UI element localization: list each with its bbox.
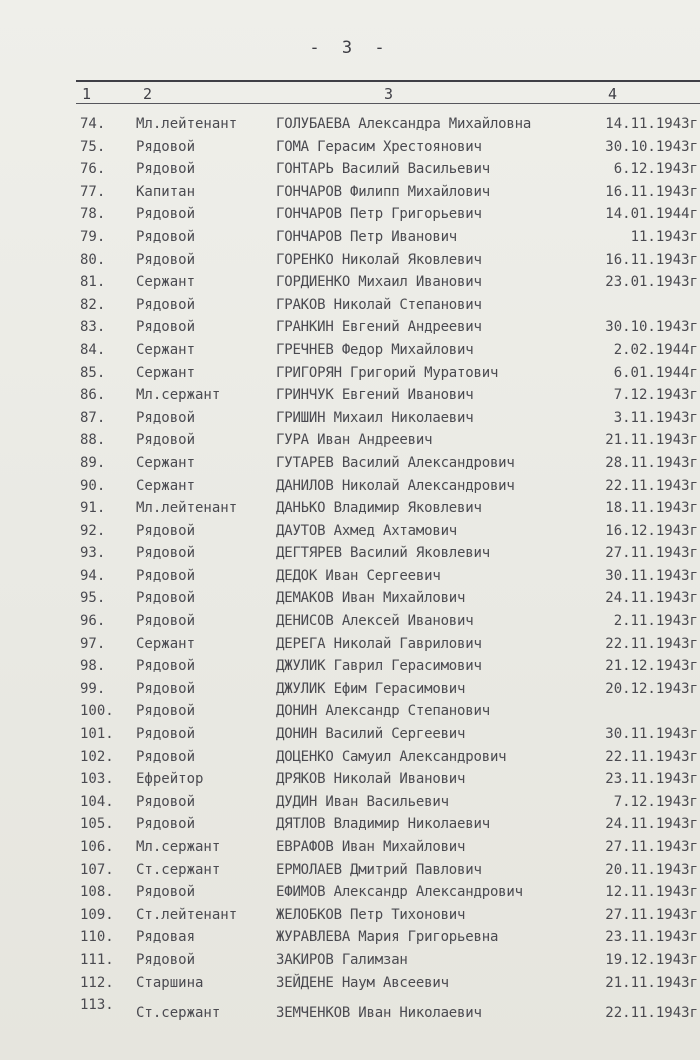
row-name: ГОЛУБАЕВА Александра Михайловна [276, 116, 532, 132]
row-date: 27.11.1943г [605, 545, 698, 562]
row-name: ГОНЧАРОВ Филипп Михайлович [276, 183, 490, 200]
row-date: 30.11.1943г [605, 726, 698, 743]
row-rank: Мл.лейтенант [136, 116, 238, 132]
row-name: ГОРЕНКО Николай Яковлевич [276, 251, 482, 268]
row-date: 16.11.1943г [605, 251, 698, 268]
row-rank: Рядовой [136, 658, 196, 675]
row-rank: Ст.сержант [136, 1005, 221, 1022]
row-name: ГУРА Иван Андреевич [276, 432, 433, 449]
row-number: 104. [80, 793, 114, 810]
row-rank: Рядовой [136, 703, 196, 720]
row-number: 102. [80, 748, 114, 765]
row-rank: Сержант [136, 341, 196, 358]
row-name: ДАНИЛОВ Николай Александрович [276, 477, 515, 494]
row-name: ДЯТЛОВ Владимир Николаевич [276, 816, 490, 833]
row-number: 108. [80, 884, 114, 901]
row-number: 111. [80, 951, 114, 968]
row-number: 82. [80, 296, 106, 313]
row-rank: Рядовой [136, 228, 196, 245]
row-rank: Рядовой [136, 206, 196, 223]
row-date: 21.11.1943г [605, 432, 698, 449]
row-name: ГОНЧАРОВ Петр Иванович [276, 228, 458, 245]
row-number: 75. [80, 138, 106, 155]
row-date: 30.10.1943г [605, 138, 698, 155]
row-rank: Рядовой [136, 567, 196, 584]
row-date: 3.11.1943г [613, 409, 698, 426]
row-date: 22.11.1943г [605, 635, 698, 652]
row-name: ГРИГОРЯН Григорий Муратович [276, 364, 499, 381]
table-row [0, 746, 700, 769]
row-name: ЗАКИРОВ Галимзан [276, 951, 408, 968]
row-name: ЖУРАВЛЕВА Мария Григорьевна [276, 929, 499, 946]
row-date: 12.11.1943г [605, 884, 698, 901]
table-row [0, 226, 700, 249]
table-row [0, 249, 700, 272]
row-rank: Рядовой [136, 951, 196, 968]
table-row [0, 475, 700, 498]
row-date: 2.02.1944г [613, 341, 698, 358]
table-row [0, 407, 700, 430]
row-rank: Капитан [136, 183, 196, 200]
row-name: ЖЕЛОБКОВ Петр Тихонович [276, 906, 466, 923]
row-name: ЕРМОЛАЕВ Дмитрий Павлович [276, 861, 482, 878]
row-number: 103. [80, 771, 114, 788]
row-date: 22.11.1943г [605, 477, 698, 494]
row-number: 91. [80, 500, 106, 517]
row-name: ДОЦЕНКО Самуил Александрович [276, 748, 507, 765]
row-rank: Сержант [136, 274, 196, 291]
table-row [0, 497, 700, 520]
row-rank: Рядовой [136, 319, 196, 336]
table-row [0, 994, 700, 1034]
table-row [0, 271, 700, 294]
row-rank: Рядовой [136, 296, 196, 313]
table-row [0, 881, 700, 904]
row-number: 94. [80, 567, 106, 584]
row-name: ГРАКОВ Николай Степанович [276, 296, 482, 313]
table-row [0, 294, 700, 317]
row-date: 7.12.1943г [613, 387, 698, 404]
table-row [0, 926, 700, 949]
row-number: 79. [80, 228, 106, 245]
row-rank: Сержант [136, 364, 196, 381]
row-rank: Рядовой [136, 432, 196, 449]
row-number: 109. [80, 906, 114, 923]
row-date: 18.11.1943г [605, 500, 698, 517]
row-name: ЕФИМОВ Александр Александрович [276, 884, 523, 901]
page-number: - 3 - [309, 38, 391, 58]
row-date: 20.11.1943г [605, 861, 698, 878]
row-rank: Ст.лейтенант [136, 906, 238, 923]
row-name: ГОМА Герасим Хрестоянович [276, 138, 482, 155]
row-name: ДЕНИСОВ Алексей Иванович [276, 613, 474, 630]
row-rank: Рядовой [136, 522, 196, 539]
row-name: ГОРДИЕНКО Михаил Иванович [276, 274, 482, 291]
row-name: ГРАНКИН Евгений Андреевич [276, 319, 482, 336]
table-row [0, 203, 700, 226]
row-number: 84. [80, 341, 106, 358]
row-rank: Рядовой [136, 138, 196, 155]
row-rank: Рядовой [136, 613, 196, 630]
column-header-3: 3 [384, 85, 394, 103]
row-date: 21.11.1943г [605, 974, 698, 991]
row-date: 14.11.1943г [605, 116, 698, 132]
row-date: 2.11.1943г [613, 613, 698, 630]
table-row [0, 904, 700, 927]
row-rank: Рядовой [136, 680, 196, 697]
column-header-4: 4 [608, 85, 618, 103]
table-row [0, 542, 700, 565]
row-rank: Мл.лейтенант [136, 500, 238, 517]
table-row [0, 723, 700, 746]
row-number: 95. [80, 590, 106, 607]
row-rank: Рядовой [136, 251, 196, 268]
row-number: 85. [80, 364, 106, 381]
row-number: 96. [80, 613, 106, 630]
row-rank: Рядовой [136, 726, 196, 743]
row-number: 97. [80, 635, 106, 652]
row-date: 21.12.1943г [605, 658, 698, 675]
row-number: 110. [80, 929, 114, 946]
row-name: ДЕГТЯРЕВ Василий Яковлевич [276, 545, 490, 562]
row-date: 28.11.1943г [605, 454, 698, 471]
table-row [0, 678, 700, 701]
row-number: 101. [80, 726, 114, 743]
row-rank: Старшина [136, 974, 204, 991]
row-number: 93. [80, 545, 106, 562]
row-rank: Ефрейтор [136, 771, 204, 788]
row-rank: Рядовой [136, 884, 196, 901]
table-row [0, 384, 700, 407]
table-row [0, 113, 700, 136]
row-rank: Рядовой [136, 748, 196, 765]
column-header-2: 2 [143, 85, 153, 103]
table-row [0, 791, 700, 814]
row-number: 92. [80, 522, 106, 539]
row-name: ГРИШИН Михаил Николаевич [276, 409, 474, 426]
row-date: 22.11.1943г [605, 1005, 698, 1022]
row-date: 23.01.1943г [605, 274, 698, 291]
table-row [0, 181, 700, 204]
row-rank: Рядовой [136, 409, 196, 426]
row-name: ЗЕЙДЕНЕ Наум Авсеевич [276, 974, 449, 991]
row-number: 90. [80, 477, 106, 494]
row-rank: Рядовой [136, 793, 196, 810]
table-row [0, 587, 700, 610]
row-number: 100. [80, 703, 114, 720]
row-number: 88. [80, 432, 106, 449]
row-number: 99. [80, 680, 106, 697]
row-rank: Сержант [136, 454, 196, 471]
row-date: 30.10.1943г [605, 319, 698, 336]
row-number: 86. [80, 387, 106, 404]
row-rank: Рядовой [136, 816, 196, 833]
table-row [0, 362, 700, 385]
row-number: 107. [80, 861, 114, 878]
row-name: ДЕРЕГА Николай Гаврилович [276, 635, 482, 652]
row-name: ЕВРАФОВ Иван Михайлович [276, 839, 466, 855]
row-number: 113. [80, 997, 114, 1014]
row-number: 80. [80, 251, 106, 268]
row-rank: Рядовой [136, 545, 196, 562]
row-rank: Рядовой [136, 590, 196, 607]
table-row [0, 633, 700, 656]
row-name: ДРЯКОВ Николай Иванович [276, 771, 466, 788]
row-date: 7.12.1943г [613, 793, 698, 810]
table-row [0, 136, 700, 159]
row-name: ДАНЬКО Владимир Яковлевич [276, 500, 482, 517]
table-row [0, 565, 700, 588]
row-date: 27.11.1943г [605, 839, 698, 855]
row-number: 74. [80, 116, 106, 132]
row-date: 6.01.1944г [613, 364, 698, 381]
row-date: 27.11.1943г [605, 906, 698, 923]
table-row [0, 972, 700, 995]
row-date: 16.12.1943г [605, 522, 698, 539]
row-date: 24.11.1943г [605, 590, 698, 607]
column-header-1: 1 [82, 85, 92, 103]
table-row [0, 813, 700, 836]
row-number: 89. [80, 454, 106, 471]
row-date: 11.1943г [630, 228, 698, 245]
table-row [0, 520, 700, 543]
row-date: 23.11.1943г [605, 929, 698, 946]
row-date: 6.12.1943г [613, 161, 698, 178]
header-top-rule [76, 80, 700, 82]
row-name: ГОНЧАРОВ Петр Григорьевич [276, 206, 482, 223]
row-rank: Мл.сержант [136, 839, 221, 855]
row-date: 22.11.1943г [605, 748, 698, 765]
table-row [0, 429, 700, 452]
row-name: ДОНИН Александр Степанович [276, 703, 490, 720]
row-name: ДЖУЛИК Ефим Герасимович [276, 680, 466, 697]
row-date: 14.01.1944г [605, 206, 698, 223]
table-row [0, 768, 700, 791]
row-number: 77. [80, 183, 106, 200]
table-row [0, 859, 700, 882]
row-number: 112. [80, 974, 114, 991]
row-rank: Мл.сержант [136, 387, 221, 404]
table-row [0, 339, 700, 362]
row-name: ДЕДОК Иван Сергеевич [276, 567, 441, 584]
row-rank: Рядовая [136, 929, 196, 946]
row-date: 20.12.1943г [605, 680, 698, 697]
row-number: 76. [80, 161, 106, 178]
table-row [0, 610, 700, 633]
row-rank: Сержант [136, 635, 196, 652]
header-bottom-rule [76, 103, 700, 104]
table-row [0, 949, 700, 972]
row-name: ГРЕЧНЕВ Федор Михайлович [276, 341, 474, 358]
row-number: 81. [80, 274, 106, 291]
row-number: 87. [80, 409, 106, 426]
row-number: 83. [80, 319, 106, 336]
row-rank: Ст.сержант [136, 861, 221, 878]
row-name: ДОНИН Василий Сергеевич [276, 726, 466, 743]
row-name: ГУТАРЕВ Василий Александрович [276, 454, 515, 471]
row-rank: Рядовой [136, 161, 196, 178]
row-date: 23.11.1943г [605, 771, 698, 788]
table-row [0, 836, 700, 859]
row-date: 19.12.1943г [605, 951, 698, 968]
row-name: ГОНТАРЬ Василий Васильевич [276, 161, 490, 178]
table-row [0, 316, 700, 339]
roster-table [0, 113, 700, 1034]
table-row [0, 655, 700, 678]
row-name: ДУДИН Иван Васильевич [276, 793, 449, 810]
row-name: ДАУТОВ Ахмед Ахтамович [276, 522, 458, 539]
row-name: ЗЕМЧЕНКОВ Иван Николаевич [276, 1005, 482, 1022]
row-name: ДЕМАКОВ Иван Михайлович [276, 590, 466, 607]
table-row [0, 452, 700, 475]
table-row [0, 158, 700, 181]
table-row [0, 700, 700, 723]
row-number: 78. [80, 206, 106, 223]
row-name: ДЖУЛИК Гаврил Герасимович [276, 658, 482, 675]
row-number: 98. [80, 658, 106, 675]
row-date: 30.11.1943г [605, 567, 698, 584]
row-number: 106. [80, 839, 114, 855]
row-name: ГРИНЧУК Евгений Иванович [276, 387, 474, 404]
row-number: 105. [80, 816, 114, 833]
row-date: 16.11.1943г [605, 183, 698, 200]
row-date: 24.11.1943г [605, 816, 698, 833]
row-rank: Сержант [136, 477, 196, 494]
